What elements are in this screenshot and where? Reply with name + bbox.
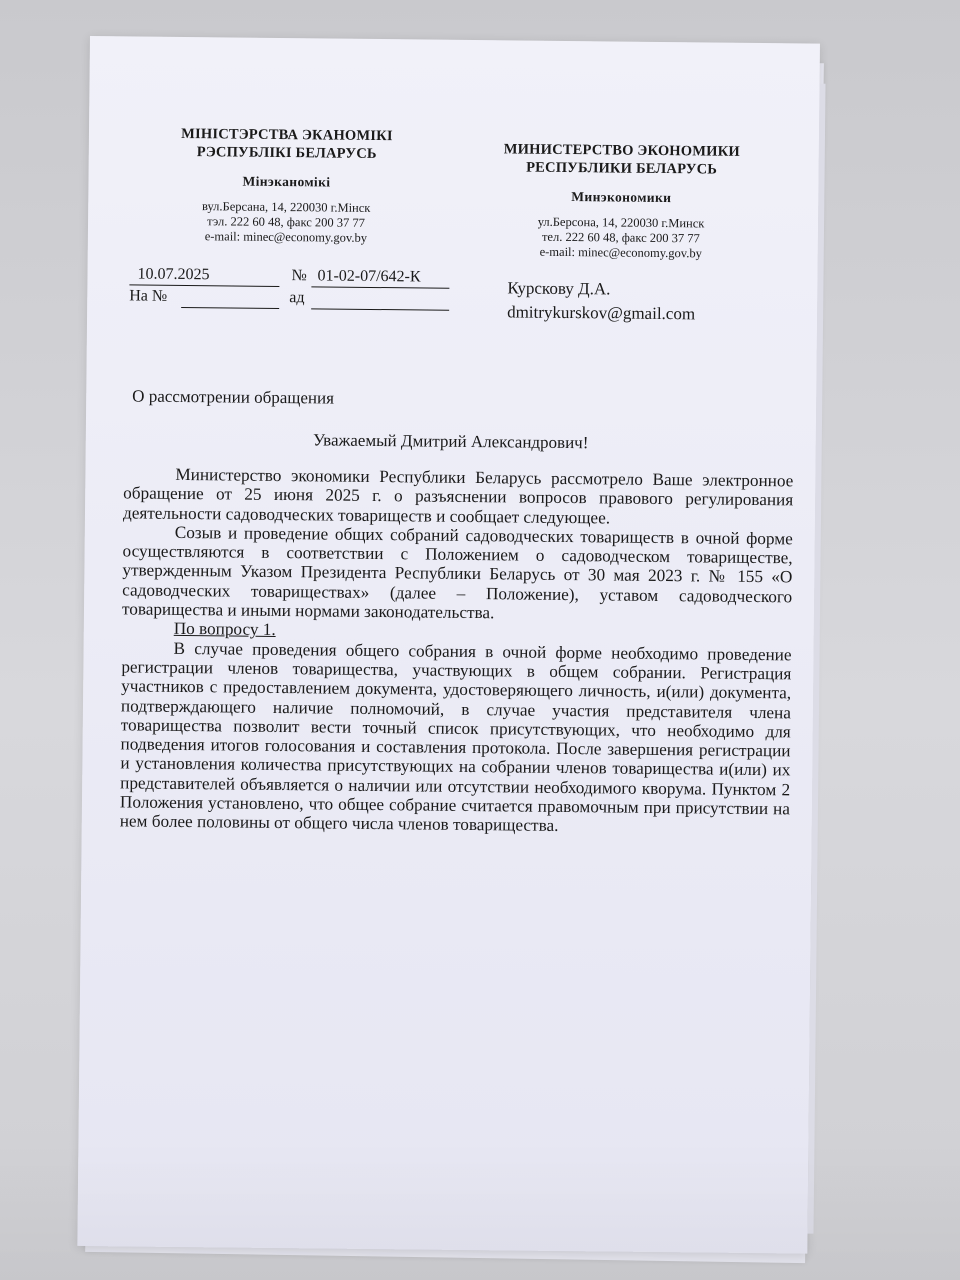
recipient-block (507, 276, 695, 326)
reply-number-blank (181, 287, 279, 309)
ministry-name-by-line1: МІНІСТЭРСТВА ЭКАНОМІКІ (181, 125, 393, 145)
from-label: ад (289, 289, 305, 307)
letterhead-russian (476, 140, 767, 262)
registration-block (129, 264, 459, 311)
ministry-name-by-line2: РЭСПУБЛІКІ БЕЛАРУСЬ (196, 144, 377, 163)
letter-body (120, 464, 794, 838)
recipient-name: Курскову Д.А. (507, 278, 611, 299)
ministry-address-by: вул.Берсана, 14, 220030 г.Мінск (201, 199, 371, 215)
paragraph-regulation: Созыв и проведение общих собраний садоводческих товариществ в очной форме осуществляются в соответствии с Положением о садоводческом товариществе, утвержденным Указом Президента Республики Беларусь от 30 мая 2023 г. № 155 «О садоводческих товариществах» (далее – Положение), уставом садоводческого товарищества и иными нормами законодательства. (121, 522, 793, 623)
letterhead-belarusian (156, 125, 417, 247)
ministry-name-ru-line1: МИНИСТЕРСТВО ЭКОНОМИКИ (503, 141, 740, 160)
number-label: № (291, 267, 307, 285)
letter-date: 10.07.2025 (137, 265, 210, 284)
paragraph-question-1: В случае проведения общего собрания в очной форме необходимо проведение регистрации членов товарищества, участвующих в общем собрании. Регистрация участников с предоставлением документа, удостоверяющего личность, и(или) документа, подтверждающего наличие полномочий, в случае участия представителя члена товарищества позволит вести точный список присутствующих, что необходимо для подведения итогов голосования и составления протокола. После завершения регистрации и установления количества присутствующих на собрании членов товарищества и(или) их представителей объявляется о наличии или отсутствии необходимого кворума. Пунктом 2 Положения установлено, что общее собрание считается правомочным при присутствии на нем более половины от общего числа членов товарищества. (119, 638, 792, 836)
reply-date-blank (311, 288, 449, 310)
letter-subject: О рассмотрении обращения (132, 386, 335, 408)
ministry-short-name-by: Мінэканомікі (242, 173, 331, 190)
question-1-heading: По вопросу 1. (173, 619, 276, 640)
ministry-phone-by: тэл. 222 60 48, факс 200 37 77 (207, 214, 365, 230)
paragraph-intro: Министерство экономики Республики Беларусь рассмотрело Ваше электронное обращение от 25 июня 2025 г. о разъяснении вопросов правового регулирования деятельности садоводческих товариществ и сообщает следующее. (122, 464, 794, 528)
recipient-email: dmitrykurskov@gmail.com (507, 302, 696, 324)
reply-to-label: На № (129, 287, 168, 305)
letter-page (77, 36, 820, 1254)
ministry-short-name-ru: Минэкономики (571, 189, 672, 206)
ministry-name-ru-line2: РЕСПУБЛИКИ БЕЛАРУСЬ (526, 159, 718, 178)
desk-surface-shadow (0, 1140, 960, 1280)
ministry-phone-ru: тел. 222 60 48, факс 200 37 77 (541, 229, 700, 246)
ministry-email-by: e-mail: minec@economy.gov.by (204, 229, 368, 245)
ministry-email-ru: e-mail: minec@economy.gov.by (539, 244, 702, 261)
letter-number: 01-02-07/642-К (317, 267, 421, 286)
salutation: Уважаемый Дмитрий Александрович! (312, 430, 589, 453)
ministry-address-ru: ул.Берсона, 14, 220030 г.Минск (537, 214, 705, 231)
